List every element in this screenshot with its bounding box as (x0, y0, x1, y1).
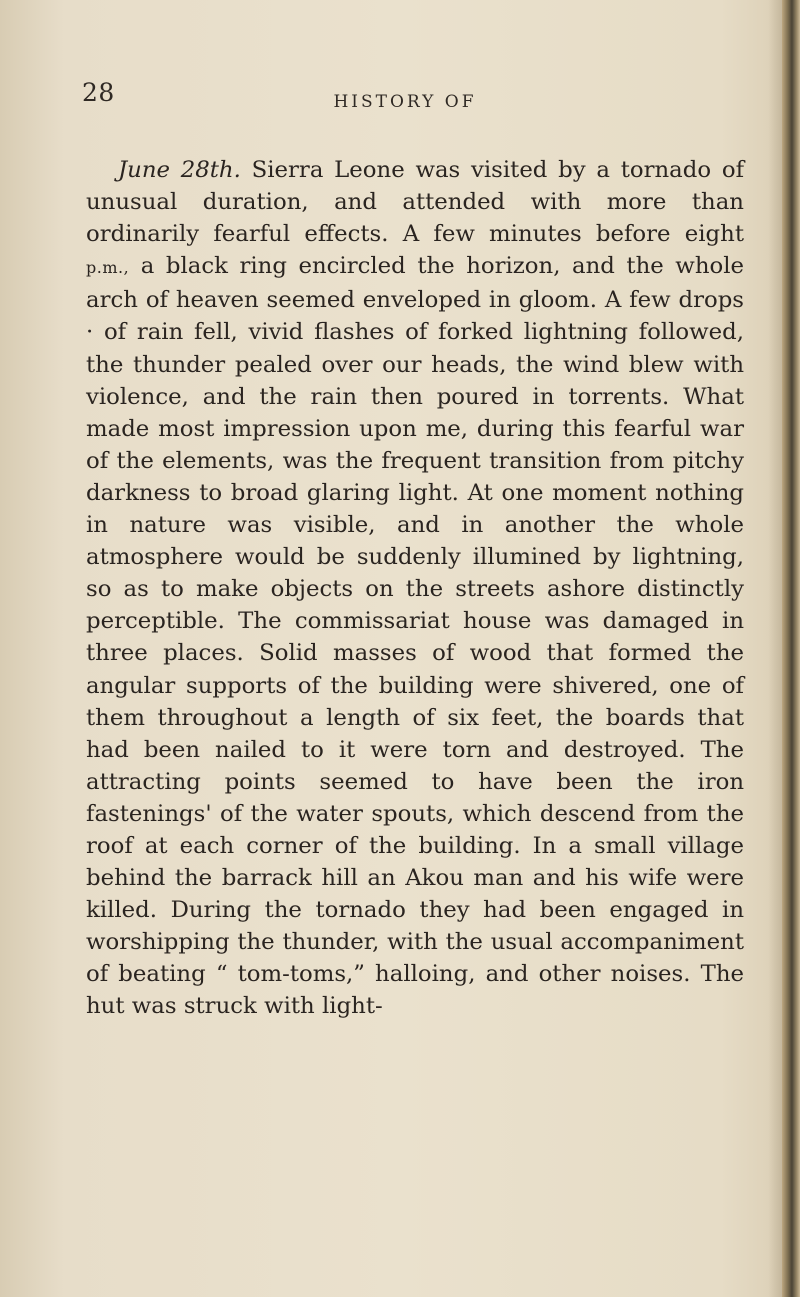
time-abbreviation: p.m., (86, 258, 130, 278)
body-paragraph (86, 154, 744, 1023)
page-number: 28 (82, 78, 115, 107)
paragraph-text-part-1: Sierra Leone was visited by a tornado of unusual duration, and attended with more than ordinarily fearful effects. A few minutes before eight (86, 157, 745, 248)
binding-shadow (768, 0, 782, 1297)
book-binding-edge (782, 0, 800, 1297)
paragraph-text-part-2: a black ring encircled the horizon, and the whole arch of heaven seemed enveloped in gloom. A few drops · of rain fell, vivid flashes of forked lightning followed, the thunder pealed over our heads, the wind blew with violence, and the rain then poured in torrents. What made most impression upon me, during this fearful war of the elements, was the frequent transition from pitchy darkness to broad glaring light. At one moment nothing in nature was visible, and in another the whole atmosphere would be suddenly illumined by lightning, so as to make objects on the streets ashore distinctly perceptible. The commissariat house was damaged in three places. Solid masses of wood that formed the angular supports of the building were shivered, one of them throughout a length of six feet, the boards that had been nailed to it were torn and destroyed. The attracting points seemed to have been the iron fastenings' of the water spouts, which descend from the roof at each corner of the building. In a small village behind the barrack hill an Akou man and his wife were killed. During the tornado they had been engaged in worshipping the thunder, with the usual accompaniment of beating “ tom-toms,” halloing, and other noises. The hut was struck with light- (86, 253, 745, 1020)
running-head: HISTORY OF (333, 92, 477, 112)
entry-date: June 28th. (118, 157, 241, 183)
